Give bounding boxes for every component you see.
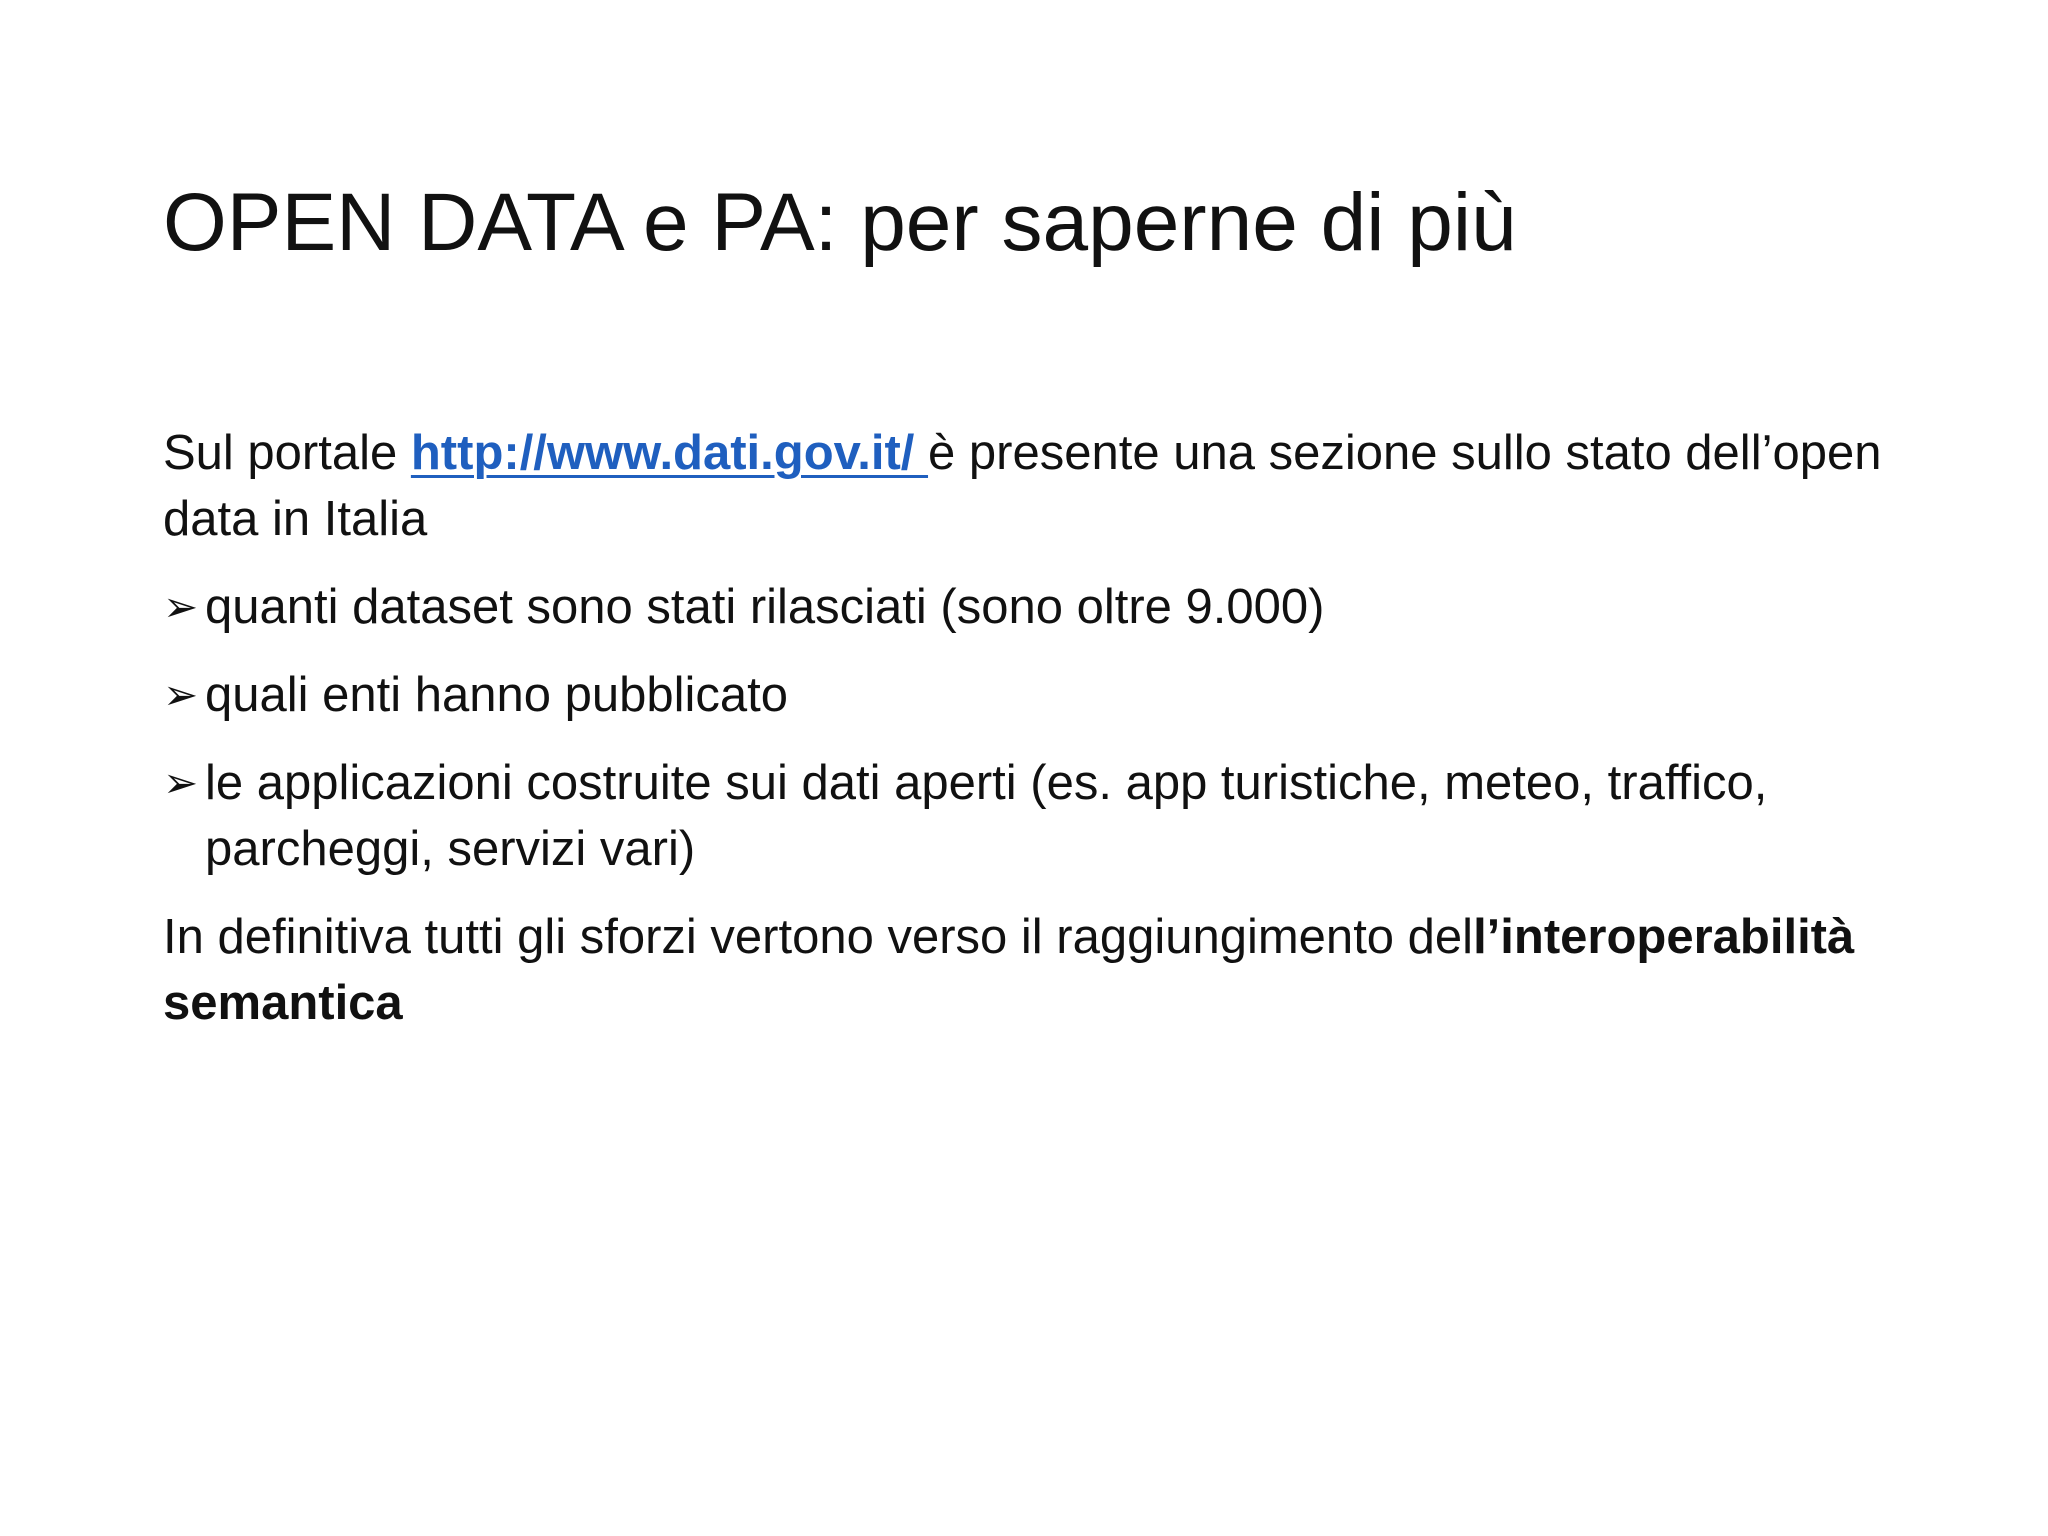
arrow-bullet-icon: ➢ bbox=[163, 670, 199, 719]
slide-body bbox=[163, 420, 1923, 1058]
conclusion-prefix: In definitiva tutti gli sforzi vertono verso il raggiungimento del bbox=[163, 910, 1474, 964]
conclusion-bold: l’interoperabilità semantica bbox=[163, 910, 1855, 1030]
bullet-text: le applicazioni costruite sui dati aperti (es. app turistiche, meteo, traffico, parcheggi, servizi vari) bbox=[205, 756, 1768, 876]
bullet-text: quanti dataset sono stati rilasciati (sono oltre 9.000) bbox=[205, 580, 1325, 634]
slide-title: OPEN DATA e PA: per saperne di più bbox=[163, 177, 1517, 268]
intro-suffix: è presente una sezione sullo stato dell’open data in Italia bbox=[163, 426, 1882, 546]
intro-paragraph bbox=[163, 420, 1923, 552]
bullet-item-applicazioni bbox=[163, 750, 1923, 882]
bullet-item-enti bbox=[163, 662, 1923, 728]
bullet-text: quali enti hanno pubblicato bbox=[205, 668, 789, 722]
conclusion-paragraph bbox=[163, 904, 1923, 1036]
intro-prefix: Sul portale bbox=[163, 426, 411, 480]
dati-gov-link[interactable]: http://www.dati.gov.it/ bbox=[410, 426, 929, 480]
arrow-bullet-icon: ➢ bbox=[163, 758, 199, 807]
bullet-item-datasets bbox=[163, 574, 1923, 640]
arrow-bullet-icon: ➢ bbox=[163, 582, 199, 631]
